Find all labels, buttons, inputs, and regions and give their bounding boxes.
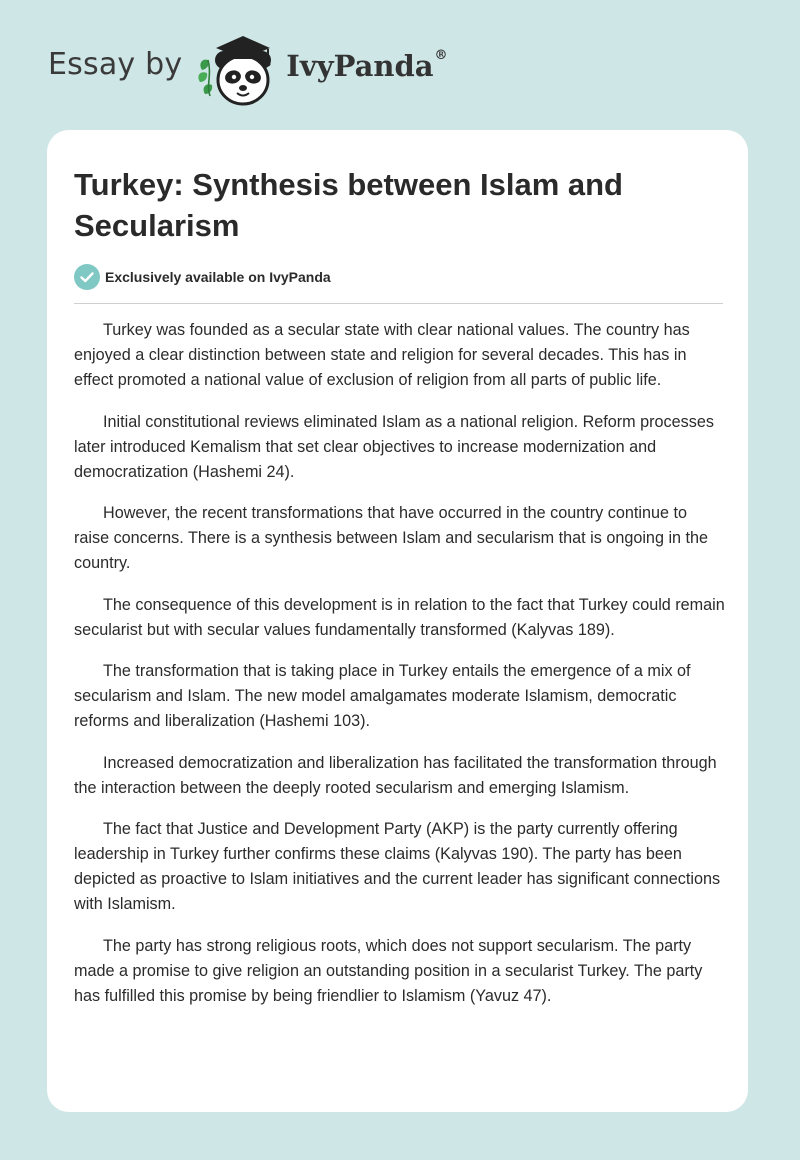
paragraph: The fact that Justice and Development Party (AKP) is the party currently offering leadership in Turkey further confirms these claims (Kalyvas 190). The party has been depicted as proactive to Islam initiatives and the current leader has significant connections with Islamism. <box>74 820 721 913</box>
exclusive-badge-label: Exclusively available on IvyPanda <box>105 269 331 285</box>
paragraph: The party has strong religious roots, which does not support secularism. The party made a promise to give religion an outstanding position in a secularist Turkey. The party has fulfilled this promise by being friendlier to Islamism (Yavuz 47). <box>74 936 703 1005</box>
brand-prefix: Essay by <box>48 46 183 82</box>
essay-card <box>47 130 748 1112</box>
site-header <box>48 30 448 110</box>
paragraph: Turkey was founded as a secular state with clear national values. The country has enjoyed a clear distinction between state and religion for several decades. This has in effect promoted a national value of exclusion of religion from all parts of public life. <box>74 321 690 389</box>
paragraph: The consequence of this development is in relation to the fact that Turkey could remain secularist but with secular values fundamentally transformed (Kalyvas 189). <box>74 595 725 639</box>
brand-name[interactable]: IvyPanda® <box>286 48 448 83</box>
panda-logo-icon[interactable] <box>196 30 282 110</box>
title-divider <box>74 303 723 304</box>
paragraph: Increased democratization and liberalization has facilitated the transformation through the interaction between the deeply rooted secularism and emerging Islamism. <box>74 753 717 797</box>
essay-body <box>74 318 726 1025</box>
exclusive-badge <box>74 264 331 290</box>
paragraph: Initial constitutional reviews eliminated Islam as a national religion. Reform processes later introduced Kemalism that set clear objectives to increase modernization and democratization (Hashemi 24). <box>74 412 714 481</box>
check-circle-icon <box>74 264 100 290</box>
essay-title: Turkey: Synthesis between Islam and Secularism <box>74 167 623 243</box>
paragraph: The transformation that is taking place in Turkey entails the emergence of a mix of secularism and Islam. The new model amalgamates moderate Islamism, democratic reforms and liberalization (Hashemi 103). <box>74 662 691 730</box>
paragraph: However, the recent transformations that have occurred in the country continue to raise concerns. There is a synthesis between Islam and secularism that is ongoing in the country. <box>74 504 709 572</box>
registered-mark: ® <box>434 48 448 64</box>
